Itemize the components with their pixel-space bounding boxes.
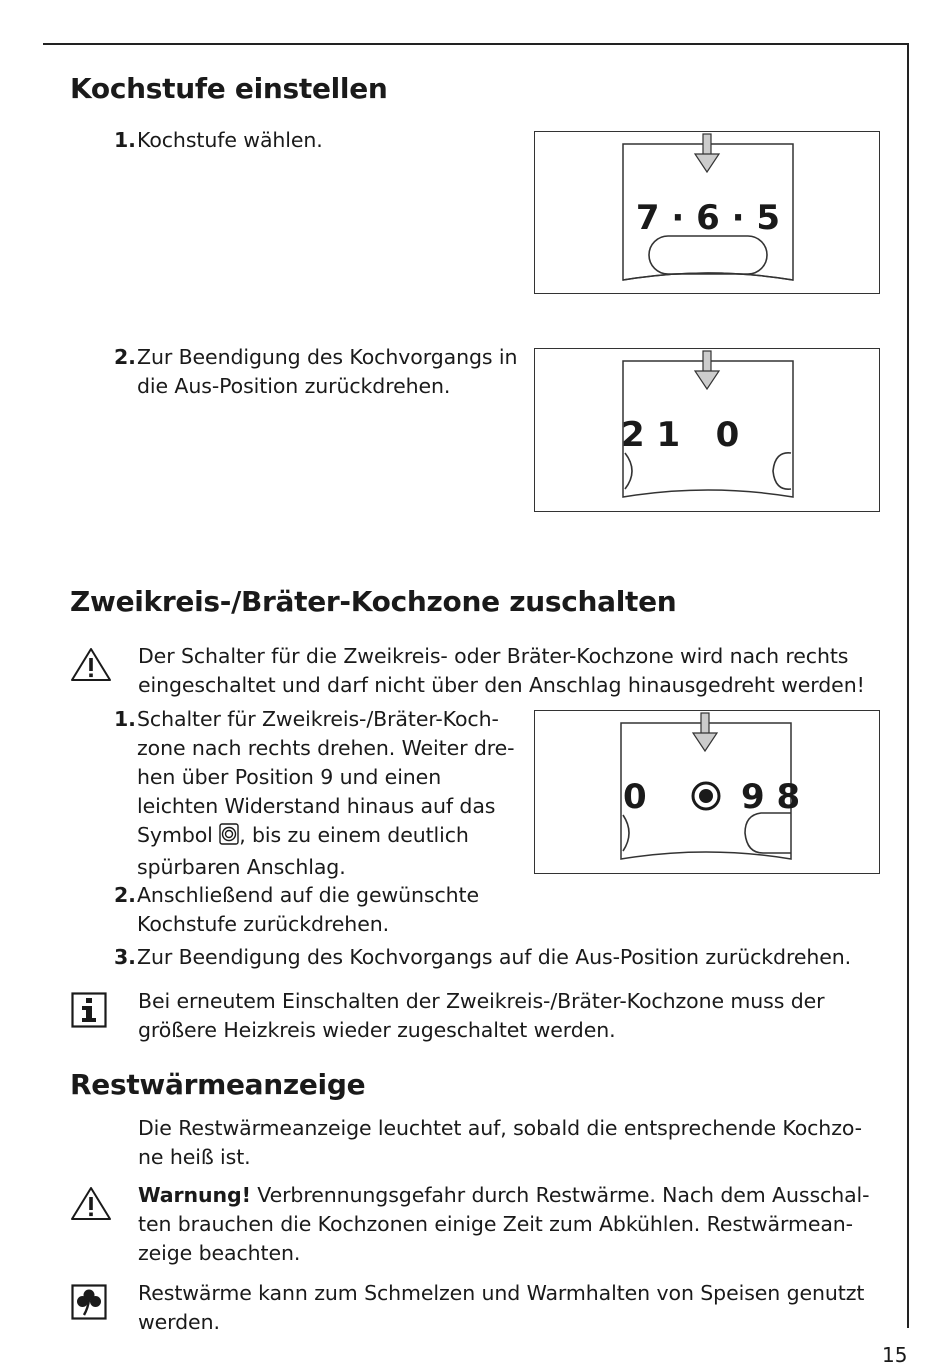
step-number: 1. — [114, 128, 136, 152]
arrow-down-icon — [693, 713, 717, 751]
arrow-down-icon — [695, 351, 719, 389]
step-text: Zur Beendigung des Kochvorgangs in — [137, 345, 518, 369]
heading-kochstufe-einstellen: Kochstufe einstellen — [70, 72, 388, 105]
warning-icon — [70, 1186, 112, 1222]
heading-restwaermeanzeige: Restwärmeanzeige — [70, 1068, 366, 1101]
step-text-continued: spürbaren Anschlag. — [137, 855, 346, 879]
heading-zweikreis: Zweikreis-/Bräter-Kochzone zuschalten — [70, 585, 677, 618]
warning-line: eingeschaltet und darf nicht über den Anschlag hinausgedreht werden! — [138, 673, 865, 697]
info-line: Bei erneutem Einschalten der Zweikreis-/Bräter-Kochzone muss der — [138, 989, 825, 1013]
knob-figure-210 — [534, 348, 880, 512]
info-icon — [71, 992, 107, 1028]
step-number: 2. — [114, 345, 136, 369]
warning-text-zweikreis — [138, 642, 865, 700]
dual-circuit-symbol-icon — [693, 783, 719, 809]
scale-label-right: 9 8 — [741, 777, 801, 817]
step-text-continued: leichten Widerstand hinaus auf das — [137, 794, 496, 818]
step-text-continued: Kochstufe zurückdrehen. — [137, 912, 390, 936]
step-text: Schalter für Zweikreis-/Bräter-Koch- — [137, 707, 499, 731]
step-number: 2. — [114, 883, 136, 907]
step-2-zweikreis — [114, 881, 479, 939]
tip-line: werden. — [138, 1310, 220, 1334]
intro-line: Die Restwärmeanzeige leuchtet auf, sobald die entsprechende Kochzo- — [138, 1116, 862, 1140]
right-rule — [907, 43, 909, 1328]
environment-tip-icon — [71, 1284, 107, 1320]
step-text-continued: zone nach rechts drehen. Weiter dre- — [137, 736, 515, 760]
warning-line: Verbrennungsgefahr durch Restwärme. Nach dem Ausschal- — [250, 1183, 870, 1207]
step-text: Anschließend auf die gewünschte — [137, 883, 480, 907]
scale-label: 2 1 0 — [621, 415, 740, 455]
warning-line: ten brauchen die Kochzonen einige Zeit zum Abkühlen. Restwärmean- — [138, 1212, 853, 1236]
step-number: 1. — [114, 707, 136, 731]
info-text-zweikreis — [138, 987, 825, 1045]
warning-label: Warnung! — [138, 1183, 251, 1207]
scale-label: 7 · 6 · 5 — [635, 198, 781, 238]
step-1-zweikreis — [114, 705, 514, 882]
step-2-kochstufe — [114, 343, 517, 401]
page-number: 15 — [882, 1343, 908, 1367]
knob-figure-765 — [534, 131, 880, 294]
step-3-zweikreis — [114, 943, 851, 972]
step-text: Kochstufe wählen. — [137, 128, 323, 152]
dual-circuit-symbol-icon — [219, 823, 239, 853]
info-line: größere Heizkreis wieder zugeschaltet werden. — [138, 1018, 616, 1042]
restwaerme-tip — [138, 1279, 864, 1337]
warning-line: zeige beachten. — [138, 1241, 301, 1265]
restwaerme-warning — [138, 1181, 869, 1268]
step-1-kochstufe — [114, 126, 323, 155]
arrow-down-icon — [695, 134, 719, 172]
knob-figure-098 — [534, 710, 880, 874]
step-text: Zur Beendigung des Kochvorgangs auf die Aus-Position zurückdrehen. — [137, 945, 852, 969]
intro-line: ne heiß ist. — [138, 1145, 251, 1169]
scale-label-left: 0 — [623, 777, 647, 817]
step-text-continued: hen über Position 9 und einen — [137, 765, 442, 789]
warning-line: Der Schalter für die Zweikreis- oder Bräter-Kochzone wird nach rechts — [138, 644, 849, 668]
step-text-continued: die Aus-Position zurückdrehen. — [137, 374, 451, 398]
warning-icon — [70, 647, 112, 683]
restwaerme-intro — [138, 1114, 862, 1172]
step-text-continued: , bis zu einem deutlich — [239, 823, 469, 847]
step-number: 3. — [114, 945, 136, 969]
step-text-continued: Symbol — [137, 823, 220, 847]
tip-line: Restwärme kann zum Schmelzen und Warmhalten von Speisen genutzt — [138, 1281, 865, 1305]
top-rule — [43, 43, 909, 45]
